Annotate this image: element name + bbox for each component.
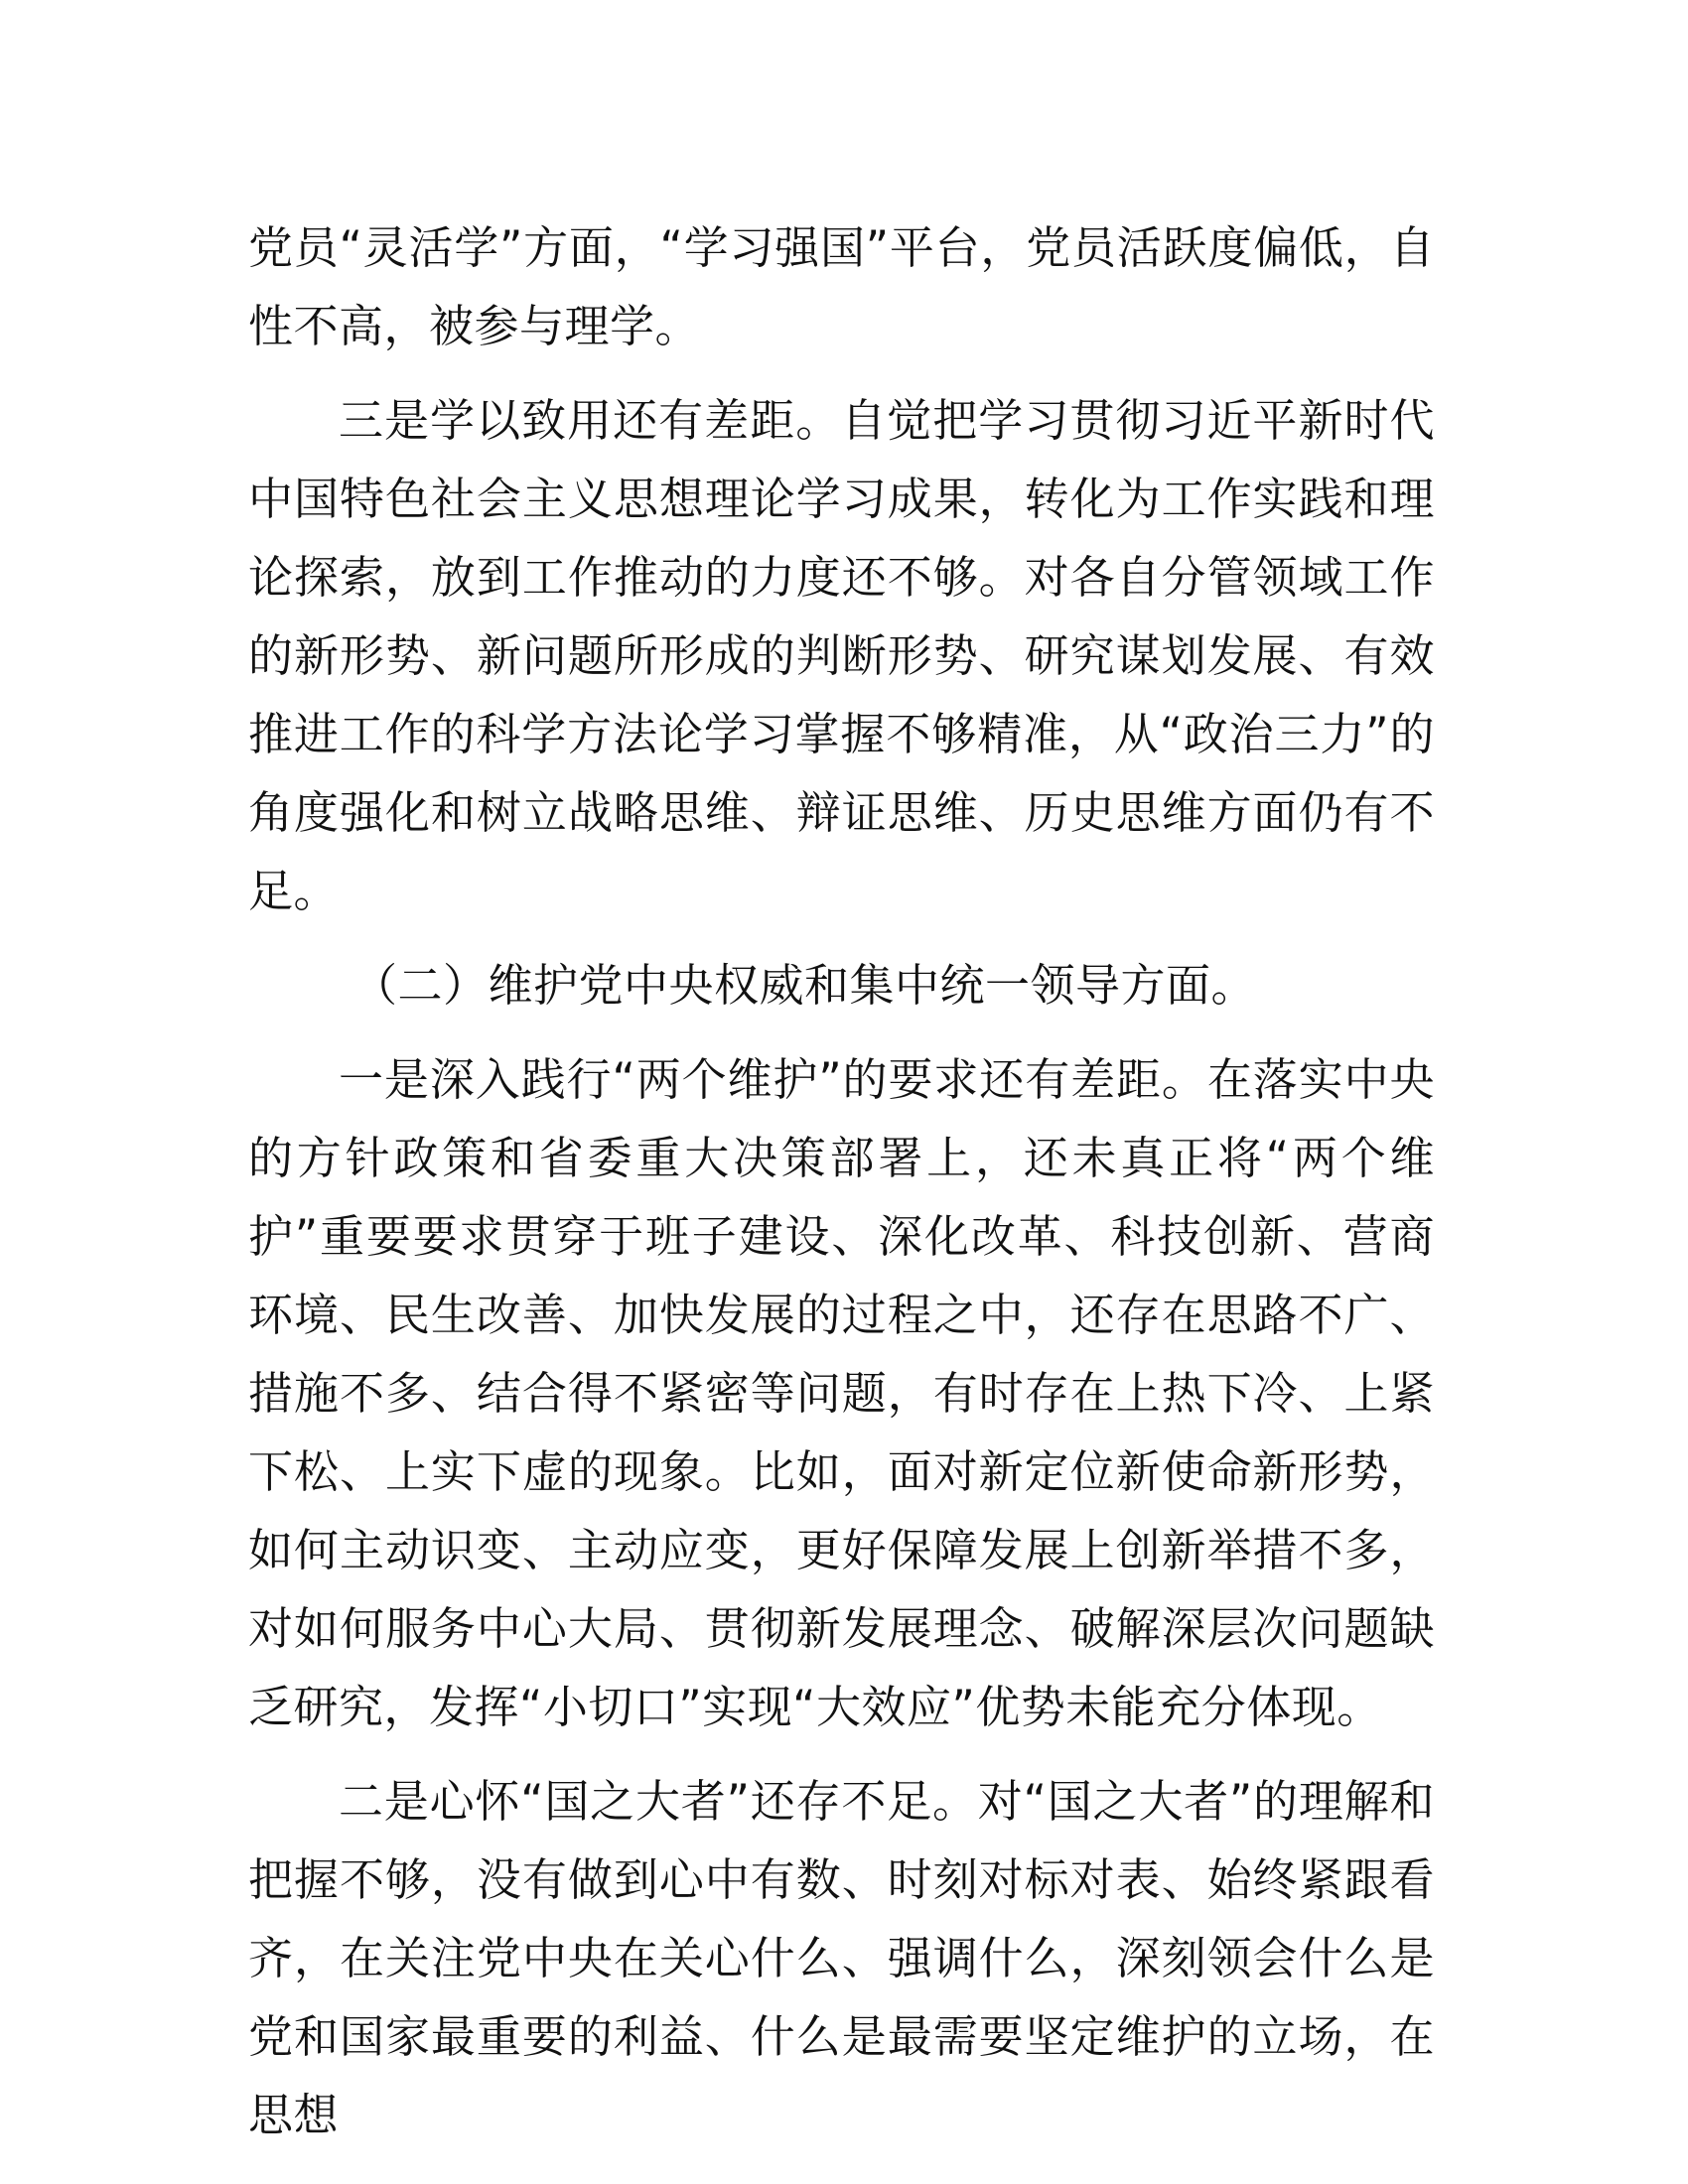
section-heading-two: （二）维护党中央权威和集中统一领导方面。	[352, 959, 1257, 1012]
paragraph-point-three: 三是学以致用还有差距。自觉把学习贯彻习近平新时代中国特色社会主义思想理论学习成果，转化为工作实践和理论探索，放到工作推动的力度还不够。对各自分管领域工作的新形势、新问题所形成的判断形势、研究谋划发展、有效推进工作的科学方法论学习掌握不够精准，从“政治三力”的角度强化和树立战略思维、辩证思维、历史思维方面仍有不足。	[248, 394, 1435, 917]
paragraph-continuation: 党员“灵活学”方面，“学习强国”平台，党员活跃度偏低，自性不高，被参与理学。	[248, 221, 1435, 352]
paragraph-point-one: 一是深入践行“两个维护”的要求还有差距。在落实中央的方针政策和省委重大决策部署上，还未真正将“两个维护”重要要求贯穿于班子建设、深化改革、科技创新、营商环境、民生改善、加快发展的过程之中，还存在思路不广、措施不多、结合得不紧密等问题，有时存在上热下冷、上紧下松、上实下虚的现象。比如，面对新定位新使命新形势，如何主动识变、主动应变，更好保障发展上创新举措不多，对如何服务中心大局、贯彻新发展理念、破解深层次问题缺乏研究，发挥“小切口”实现“大效应”优势未能充分体现。	[248, 1053, 1435, 1733]
paragraph-point-two: 二是心怀“国之大者”还存不足。对“国之大者”的理解和把握不够，没有做到心中有数、时刻对标对表、始终紧跟看齐，在关注党中央在关心什么、强调什么，深刻领会什么是党和国家最重要的利益、什么是最需要坚定维护的立场，在思想	[248, 1775, 1435, 2141]
document-body	[248, 208, 1435, 2154]
